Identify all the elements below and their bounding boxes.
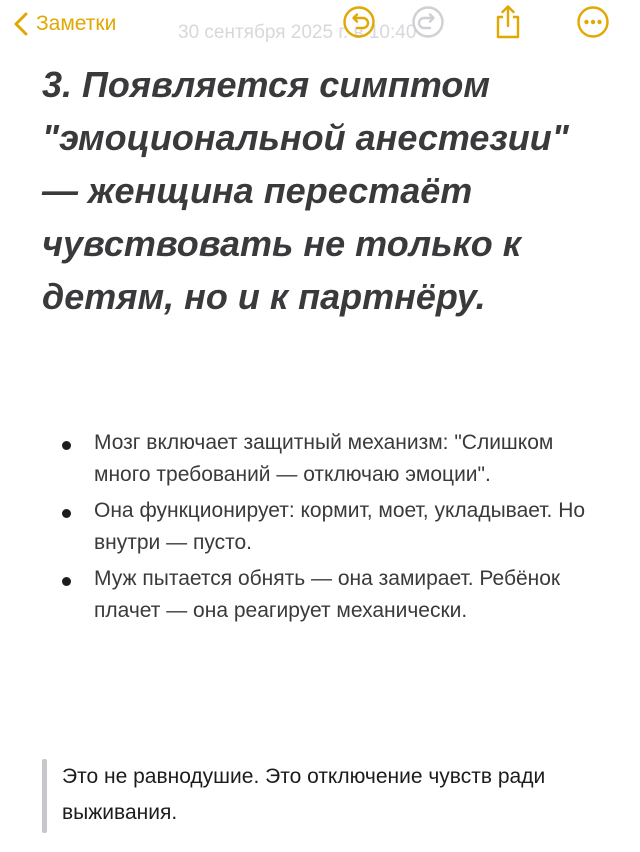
share-button[interactable] bbox=[490, 6, 526, 42]
redo-button[interactable] bbox=[410, 6, 446, 42]
list-item[interactable] bbox=[0, 495, 640, 559]
note-date: 30 сентября 2025 г. в 10:40 bbox=[178, 22, 417, 43]
chevron-left-icon bbox=[14, 12, 28, 36]
more-icon bbox=[576, 5, 610, 44]
list-item[interactable] bbox=[0, 427, 640, 491]
undo-icon bbox=[342, 5, 376, 44]
back-button[interactable] bbox=[14, 6, 116, 42]
quote-text: Это не равнодушие. Это отключение чувств ради выживания. bbox=[62, 765, 546, 824]
list-item[interactable] bbox=[0, 563, 640, 627]
block-quote[interactable] bbox=[42, 759, 602, 833]
list-item-text: Она функционирует: кормит, моет, укладывает. Но внутри — пусто. bbox=[94, 499, 586, 554]
bullet-dot bbox=[62, 441, 71, 450]
list-item-text: Муж пытается обнять — она замирает. Ребёнок плачет — она реагирует механически. bbox=[94, 567, 561, 622]
navigation-bar bbox=[0, 0, 640, 48]
bullet-dot bbox=[62, 509, 71, 518]
list-item-text: Мозг включает защитный механизм: "Слишком много требований — отключаю эмоции". bbox=[94, 431, 554, 486]
bullet-dot bbox=[62, 577, 71, 586]
undo-button[interactable] bbox=[341, 6, 377, 42]
back-label: Заметки bbox=[36, 12, 117, 35]
quote-bar bbox=[42, 759, 47, 833]
share-icon bbox=[492, 4, 524, 45]
bullet-list bbox=[0, 427, 640, 631]
more-button[interactable] bbox=[575, 6, 611, 42]
note-heading[interactable]: 3. Появляется симптом "эмоциональной анестезии" — женщина перестаёт чувствовать не только к детям, но и к партнёру. bbox=[42, 64, 569, 317]
redo-icon bbox=[411, 5, 445, 44]
